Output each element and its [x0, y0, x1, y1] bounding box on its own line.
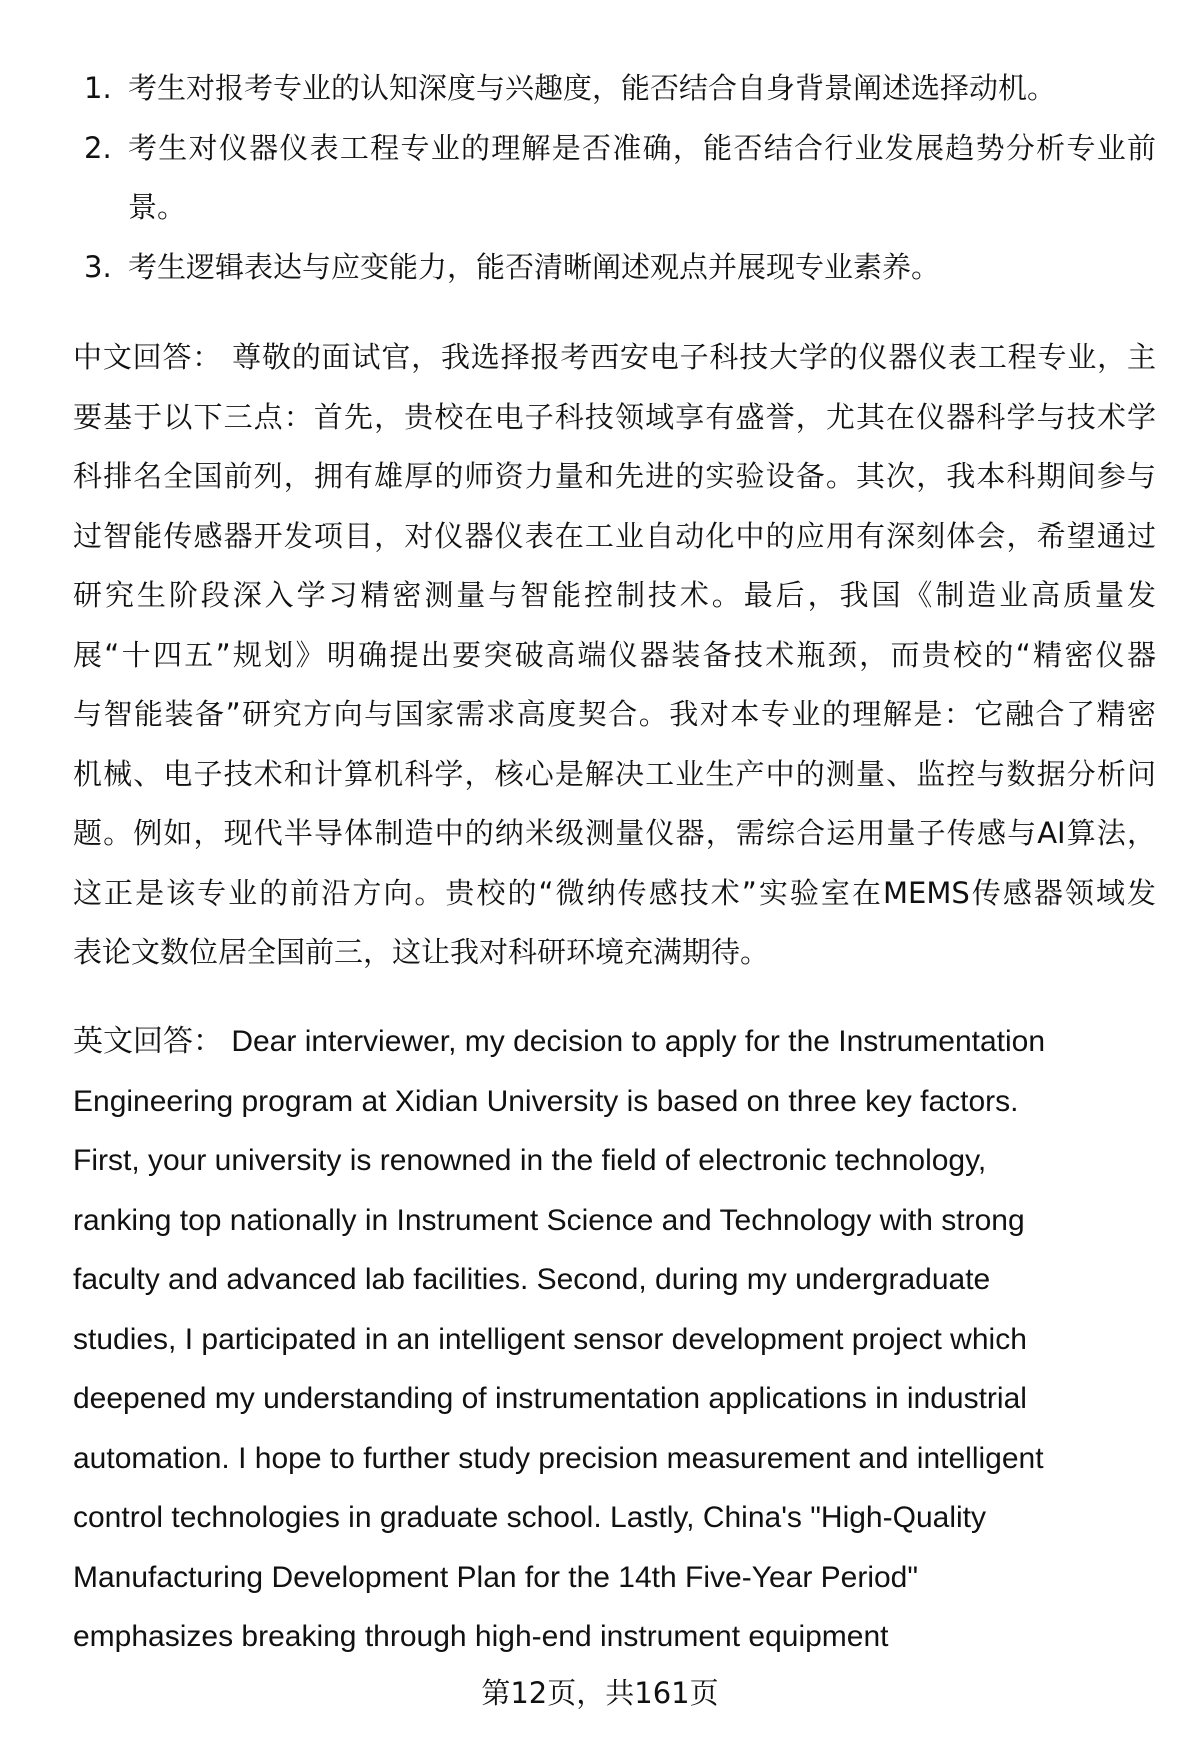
text-line: Engineering program at Xidian University is based on three key factors. — [73, 1084, 1019, 1118]
text-line: Manufacturing Development Plan for the 14th Five-Year Period" — [73, 1560, 919, 1594]
list-item-number: 3. — [84, 249, 112, 284]
text-line: 机械、电子技术和计算机科学，核心是解决工业生产中的测量、监控与数据分析问 — [73, 756, 1156, 791]
text-line: 表论文数位居全国前三，这让我对科研环境充满期待。 — [73, 935, 770, 969]
text-line: 考生对报考专业的认知深度与兴趣度，能否结合自身背景阐述选择动机。 — [128, 71, 1057, 105]
page-number: 第12页，共161页 — [481, 1676, 719, 1710]
list-item-text — [128, 59, 1156, 119]
list-item-text — [128, 119, 1156, 238]
english-answer-paragraph — [73, 1012, 1156, 1667]
text-line: 英文回答： Dear interviewer, my decision to apply for the Instrumentation — [73, 1025, 1046, 1058]
text-line: 过智能传感器开发项目，对仪器仪表在工业自动化中的应用有深刻体会，希望通过 — [73, 518, 1156, 553]
text-line: faculty and advanced lab facilities. Second, during my undergraduate — [73, 1263, 991, 1296]
list-item — [84, 59, 1156, 119]
text-line: 科排名全国前列，拥有雄厚的师资力量和先进的实验设备。其次，我本科期间参与 — [73, 459, 1156, 493]
text-line: emphasizes breaking through high-end instrument equipment — [73, 1620, 889, 1653]
text-line: 展“十四五”规划》明确提出要突破高端仪器装备技术瓶颈，而贵校的“精密仪器 — [73, 637, 1156, 672]
list-item — [84, 119, 1156, 238]
text-line: First, your university is renowned in the field of electronic technology, — [73, 1144, 987, 1177]
text-line: automation. I hope to further study precision measurement and intelligent — [73, 1441, 1044, 1475]
text-line: 景。 — [128, 190, 187, 224]
list-item-number: 2. — [84, 130, 112, 165]
text-line: 这正是该专业的前沿方向。贵校的“微纳传感技术”实验室在MEMS传感器领域发 — [73, 875, 1156, 910]
text-line: 要基于以下三点：首先，贵校在电子科技领域享有盛誉，尤其在仪器科学与技术学 — [73, 399, 1156, 434]
text-line: deepened my understanding of instrumentation applications in industrial — [73, 1382, 1027, 1415]
text-line: 研究生阶段深入学习精密测量与智能控制技术。最后，我国《制造业高质量发 — [73, 578, 1156, 612]
text-line: 考生对仪器仪表工程专业的理解是否准确，能否结合行业发展趋势分析专业前 — [128, 130, 1156, 165]
text-line: control technologies in graduate school. Lastly, China's "High-Quality — [73, 1501, 986, 1534]
text-line: ranking top nationally in Instrument Science and Technology with strong — [73, 1203, 1025, 1237]
text-line: 考生逻辑表达与应变能力，能否清晰阐述观点并展现专业素养。 — [128, 249, 941, 284]
list-item — [84, 238, 1156, 298]
evaluation-criteria-list — [84, 59, 1156, 297]
text-line: 与智能装备”研究方向与国家需求高度契合。我对本专业的理解是：它融合了精密 — [73, 697, 1156, 731]
text-line: 题。例如，现代半导体制造中的纳米级测量仪器，需综合运用量子传感与AI算法， — [73, 816, 1156, 850]
list-item-text — [128, 238, 1156, 298]
text-line: 中文回答： 尊敬的面试官，我选择报考西安电子科技大学的仪器仪表工程专业，主 — [73, 340, 1156, 374]
text-line: studies, I participated in an intelligent sensor development project which — [73, 1322, 1027, 1356]
chinese-answer-paragraph — [73, 328, 1156, 983]
list-item-number: 1. — [84, 71, 112, 105]
